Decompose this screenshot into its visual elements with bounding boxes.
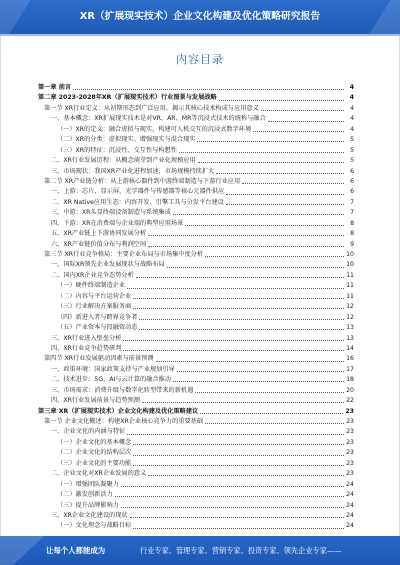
toc-section-entry[interactable] xyxy=(38,177,354,187)
toc-page-number: 24 xyxy=(346,501,354,509)
toc-dot-leader xyxy=(121,507,344,508)
toc-dot-leader xyxy=(73,89,344,90)
toc-dot-leader xyxy=(133,308,344,309)
toc-dot-leader xyxy=(205,423,344,424)
toc-entry-title: 一、企业文化的内涵与特征 xyxy=(51,428,126,436)
toc-entry-title: 三、XR企业文化建设的现状 xyxy=(51,511,128,519)
toc-subsection-entry[interactable] xyxy=(38,208,354,218)
toc-dot-leader xyxy=(142,402,344,403)
toc-page-number: 13 xyxy=(346,334,354,342)
toc-entry-title: （四）新进入者与跨界竞争者 xyxy=(57,313,138,321)
toc-dot-leader xyxy=(205,256,344,257)
toc-dot-leader xyxy=(226,204,344,205)
toc-subsection-entry[interactable] xyxy=(38,167,354,177)
toc-dot-leader xyxy=(167,267,344,268)
toc-page-number: 23 xyxy=(346,459,354,467)
toc-page-number: 17 xyxy=(346,365,354,373)
toc-subsection-entry[interactable] xyxy=(38,469,354,479)
toc-dot-leader xyxy=(133,528,344,529)
toc-dot-leader xyxy=(123,340,344,341)
toc-page-number: 4 xyxy=(350,125,354,133)
toc-subsection-entry[interactable] xyxy=(38,156,354,166)
toc-dot-leader xyxy=(268,121,344,122)
toc-entry-title: （二）企业文化的结构层次 xyxy=(57,449,132,457)
toc-dot-leader xyxy=(261,110,344,111)
toc-subsection-entry[interactable] xyxy=(38,480,354,490)
toc-dot-leader xyxy=(219,100,344,101)
toc-dot-leader xyxy=(253,131,344,132)
toc-subsection-entry[interactable] xyxy=(38,365,354,375)
toc-chapter-entry[interactable] xyxy=(38,407,354,417)
toc-page-number: 5 xyxy=(350,157,354,165)
toc-page-number: 23 xyxy=(345,407,354,415)
toc-entry-title: （一）文化理念与战略目标 xyxy=(57,522,132,530)
toc-page-number: 14 xyxy=(346,344,354,352)
toc-subsection-entry[interactable] xyxy=(38,240,354,250)
toc-page-number: 7 xyxy=(350,209,354,217)
toc-page-number: 16 xyxy=(346,355,354,363)
toc-entry-title: （三）XR的特征：沉浸性、交互性与构想性 xyxy=(57,146,177,154)
toc-entry-title: 三、中游：XR头显终端设备制造与系统集成 xyxy=(51,209,171,217)
toc-page-number: 24 xyxy=(346,491,354,499)
toc-dot-leader xyxy=(242,183,344,184)
toc-entry-title: 三、市场需求：消费升级与数字化转型带来的新机遇 xyxy=(51,386,194,394)
toc-entry-title: （五）产业资本与投融资动态 xyxy=(57,324,138,332)
toc-page-number: 8 xyxy=(350,219,354,227)
toc-entry-title: （三）行业解决方案服务商 xyxy=(57,303,132,311)
toc-subsection-entry[interactable] xyxy=(38,281,354,291)
toc-section-entry[interactable] xyxy=(38,417,354,427)
footer-decoration xyxy=(0,536,44,565)
toc-subsection-entry[interactable] xyxy=(38,135,354,145)
toc-dot-leader xyxy=(177,371,344,372)
toc-entry-title: 第二章 2023-2028年XR（扩展现实技术）行业图景与发展战略 xyxy=(38,94,217,102)
toc-page-number: 24 xyxy=(346,511,354,519)
toc-entry-title: 五、XR产业链上下游协同发展分析 xyxy=(51,230,147,238)
toc-dot-leader xyxy=(195,392,344,393)
toc-chapter-entry[interactable] xyxy=(38,93,354,103)
toc-entry-title: 一、政策环境：国家政策支持与产业规划引导 xyxy=(51,365,175,373)
toc-page-number: 11 xyxy=(346,271,354,279)
toc-page-number: 23 xyxy=(346,418,354,425)
toc-entry-title: 第三节 XR行业竞争格局：主要企业布局与市场集中度分析 xyxy=(44,251,204,258)
footer-slogan-tagline: 行业专家、管理专家、营销专家、投资专家、领先企业专家—— xyxy=(140,546,342,555)
toc-subsection-entry[interactable] xyxy=(38,375,354,385)
toc-dot-leader xyxy=(123,350,344,351)
toc-page-number: 12 xyxy=(346,303,354,311)
toc-heading: 内容目录 xyxy=(176,53,224,66)
toc-subsection-entry[interactable] xyxy=(38,323,354,333)
toc-entry-title: 三、市场现状：我国XR产业化进程加速，市场规模持续扩大 xyxy=(51,167,215,175)
toc-entry-title: （二）内容与平台运营企业 xyxy=(57,292,132,300)
toc-page-number: 22 xyxy=(346,397,354,405)
report-title: XR（扩展现实技术）企业文化构建及优化策略研究报告 xyxy=(79,11,321,22)
toc-entry-title: （三）提升品牌影响力 xyxy=(57,501,119,509)
toc-subsection-entry[interactable] xyxy=(38,198,354,208)
toc-subsection-entry[interactable] xyxy=(38,292,354,302)
toc-page-number: 6 xyxy=(350,167,354,175)
report-header-band xyxy=(0,0,400,34)
toc-page-number: 6 xyxy=(350,177,354,185)
toc-page-number: 20 xyxy=(346,386,354,394)
toc-entry-title: 第三章 XR（扩展现实技术）企业文化构建及优化策略建议 xyxy=(38,407,199,415)
toc-entry-title: 四、XR行业竞争趋势研判 xyxy=(51,344,122,352)
toc-dot-leader xyxy=(185,225,344,226)
toc-entry-title: 第四节 XR行业发展驱动因素与前景预测 xyxy=(44,355,154,363)
toc-dot-leader xyxy=(115,496,344,497)
toc-subsection-entry[interactable] xyxy=(38,271,354,281)
footer-slogan-lead: 让每个人都能成为 xyxy=(46,546,106,555)
toc-page-number: 23 xyxy=(346,428,354,436)
toc-page-number: 9 xyxy=(350,240,354,248)
toc-entry-title: 三、XR行业进入壁垒分析 xyxy=(51,334,122,342)
toc-subsection-entry[interactable] xyxy=(38,448,354,458)
toc-subsection-entry[interactable] xyxy=(38,438,354,448)
toc-page-number: 18 xyxy=(346,376,354,384)
footer-band xyxy=(0,536,400,565)
toc-dot-leader xyxy=(121,486,344,487)
toc-page-number: 4 xyxy=(350,104,354,112)
toc-subsection-entry[interactable] xyxy=(38,459,354,469)
toc-page-number: 5 xyxy=(350,146,354,154)
toc-subsection-entry[interactable] xyxy=(38,146,354,156)
toc-section-entry[interactable] xyxy=(38,354,354,364)
toc-subsection-entry[interactable] xyxy=(38,313,354,323)
toc-dot-leader xyxy=(179,152,344,153)
toc-page-number: 24 xyxy=(346,480,354,488)
toc-chapter-entry[interactable] xyxy=(38,83,354,93)
toc-page-number: 13 xyxy=(346,324,354,332)
toc-subsection-entry[interactable] xyxy=(38,229,354,239)
toc-subsection-entry[interactable] xyxy=(38,344,354,354)
toc-entry-title: （二）XR的分类：虚拟现实、增强现实与混合现实 xyxy=(57,136,196,144)
toc-entry-title: （一）XR的定义：融合虚拟与现实，构建可人机交互的沉浸式数字环境 xyxy=(57,125,252,133)
toc-dot-leader xyxy=(133,444,344,445)
toc-subsection-entry[interactable] xyxy=(38,511,354,521)
toc-dot-leader xyxy=(139,329,344,330)
toc-page-number: 4 xyxy=(350,115,354,123)
toc-page-number: 4 xyxy=(349,94,354,102)
toc-page-number: 10 xyxy=(346,261,354,269)
toc-entry-title: 六、XR产业链价值分布与利润空间 xyxy=(51,240,147,248)
toc-dot-leader xyxy=(197,141,344,142)
toc-dot-leader xyxy=(198,162,344,163)
toc-page-number: 7 xyxy=(350,198,354,206)
toc-entry-title: 二、XR行业发展历程：从概念萌芽到产业化规模应用 xyxy=(51,157,196,165)
toc-page-number: 8 xyxy=(350,230,354,238)
toc-dot-leader xyxy=(156,361,344,362)
toc-entry-title: （一）硬件终端制造企业 xyxy=(57,282,126,290)
toc-subsection-entry[interactable] xyxy=(38,219,354,229)
toc-entry-title: 第一章 前言 xyxy=(38,84,72,91)
table-of-contents xyxy=(38,83,354,532)
toc-dot-leader xyxy=(130,517,344,518)
toc-dot-leader xyxy=(226,194,344,195)
toc-dot-leader xyxy=(139,319,344,320)
toc-page-number: 23 xyxy=(346,438,354,446)
toc-subsection-entry[interactable] xyxy=(38,334,354,344)
toc-dot-leader xyxy=(173,214,344,215)
toc-page-number: 10 xyxy=(346,251,354,258)
toc-page-number: 6 xyxy=(350,188,354,196)
toc-dot-leader xyxy=(127,434,344,435)
toc-subsection-entry[interactable] xyxy=(38,260,354,270)
toc-entry-title: 一、上游：芯片、显示屏、光学器件与传感器等核心元器件供应 xyxy=(51,188,225,196)
toc-entry-title: （一）增强团队凝聚力 xyxy=(57,480,119,488)
toc-page-number: 23 xyxy=(346,449,354,457)
toc-entry-title: 二、国内XR企业竞争态势分析 xyxy=(51,271,134,279)
toc-dot-leader xyxy=(216,173,344,174)
toc-page-number: 5 xyxy=(350,136,354,144)
toc-subsection-entry[interactable] xyxy=(38,386,354,396)
toc-page-number: 23 xyxy=(346,470,354,478)
toc-subsection-entry[interactable] xyxy=(38,521,354,531)
toc-page-number: 4 xyxy=(349,84,354,91)
toc-subsection-entry[interactable] xyxy=(38,302,354,312)
toc-subsection-entry[interactable] xyxy=(38,187,354,197)
toc-subsection-entry[interactable] xyxy=(38,114,354,124)
toc-entry-title: 第二节 XR产业链分析：从上游核心器件到中游终端制造与下游行业应用 xyxy=(44,177,241,185)
toc-dot-leader xyxy=(173,381,344,382)
header-divider xyxy=(0,34,400,36)
toc-entry-title: （三）企业文化的主要功能 xyxy=(57,459,132,467)
toc-dot-leader xyxy=(200,413,343,414)
toc-dot-leader xyxy=(133,298,344,299)
toc-subsection-entry[interactable] xyxy=(38,427,354,437)
toc-entry-title: 二、企业文化对XR企业发展的意义 xyxy=(51,470,147,478)
toc-entry-title: 第一节 企业文化概述：构建XR企业核心竞争力的重要基础 xyxy=(44,418,204,425)
toc-page-number: 24 xyxy=(346,522,354,530)
toc-page-number: 12 xyxy=(346,313,354,321)
toc-entry-title: 四、XR行业发展前景与趋势预测 xyxy=(51,397,140,405)
toc-dot-leader xyxy=(148,475,344,476)
toc-entry-title: 一、国际XR领先企业发展现状与战略布局 xyxy=(51,261,165,269)
toc-subsection-entry[interactable] xyxy=(38,501,354,511)
toc-page-number: 11 xyxy=(346,292,354,300)
toc-dot-leader xyxy=(127,288,344,289)
toc-dot-leader xyxy=(133,455,344,456)
toc-subsection-entry[interactable] xyxy=(38,125,354,135)
toc-entry-title: 二、技术进步：5G、AI与云计算的融合推动 xyxy=(51,376,171,384)
toc-dot-leader xyxy=(148,246,344,247)
toc-entry-title: 二、XR Native应用生态：内容开发、引擎工具与分发平台建设 xyxy=(51,198,224,206)
toc-dot-leader xyxy=(133,465,344,466)
toc-page-number: 11 xyxy=(346,282,354,290)
toc-section-entry[interactable] xyxy=(38,104,354,114)
toc-dot-leader xyxy=(148,235,344,236)
toc-entry-title: （二）激发创新活力 xyxy=(57,491,113,499)
toc-entry-title: 一、基本概念：XR扩展现实技术是对VR、AR、MR等沉浸式技术的统称与融合 xyxy=(51,115,266,123)
toc-dot-leader xyxy=(136,277,344,278)
toc-entry-title: 第一节 XR行业定义：从初期形态到广泛应用，揭示其核心技术构成与应用意义 xyxy=(44,104,259,112)
toc-subsection-entry[interactable] xyxy=(38,490,354,500)
toc-section-entry[interactable] xyxy=(38,250,354,260)
toc-entry-title: （一）企业文化的基本概念 xyxy=(57,438,132,446)
toc-subsection-entry[interactable] xyxy=(38,396,354,406)
toc-entry-title: 四、下游：XR在消费端与企业端的典型应用场景 xyxy=(51,219,184,227)
